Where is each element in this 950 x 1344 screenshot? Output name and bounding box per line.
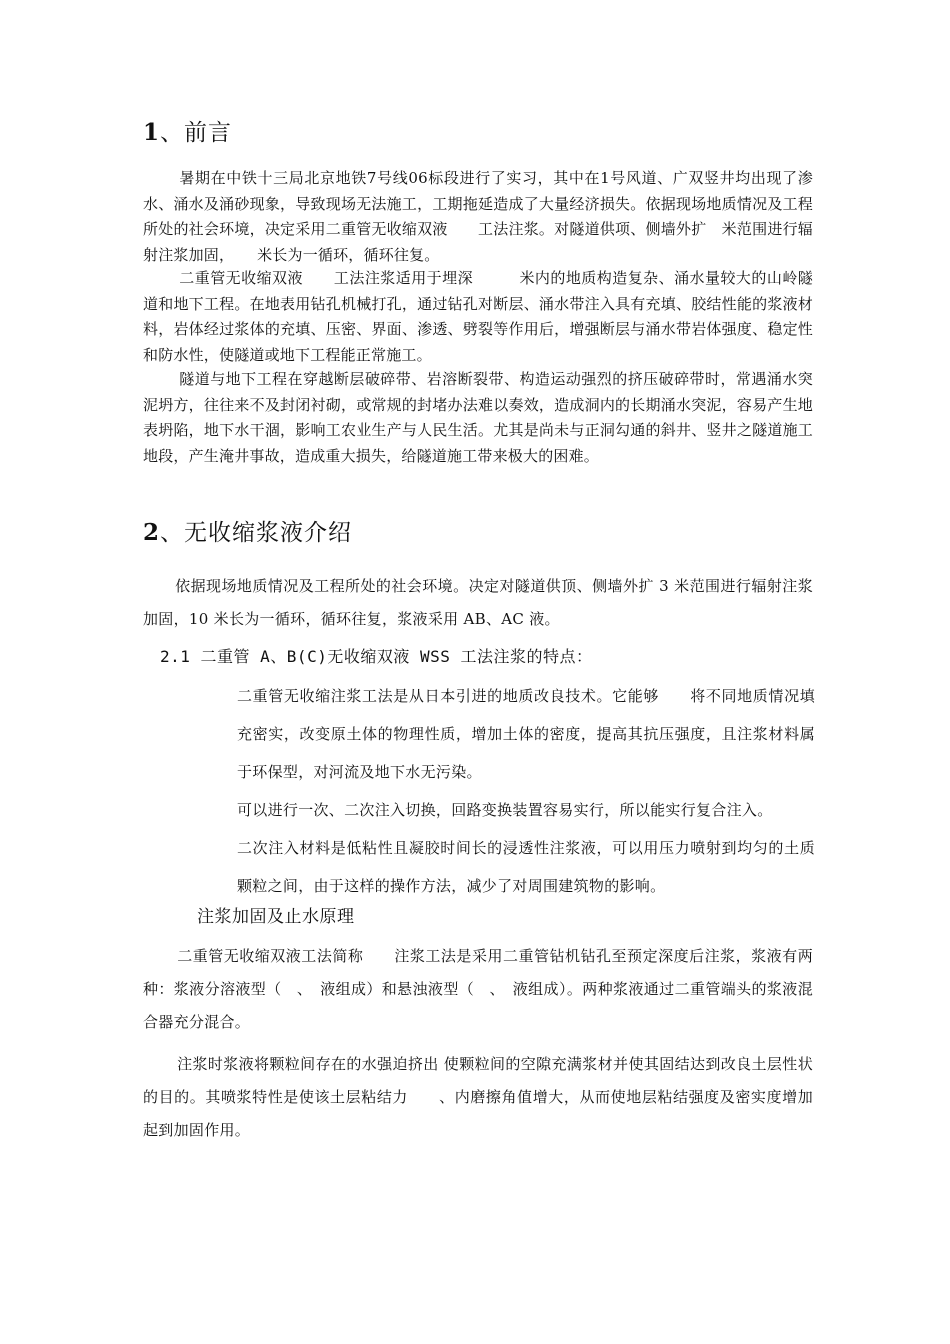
section-1-paragraph-1: 暑期在中铁十三局北京地铁7号线06标段进行了实习，其中在1号风道、广双竖井均出现了渗水、涌水及涌砂现象，导致现场无法施工，工期拖延造成了大量经济损失。依据现场地质情况及工程所处的社会环境，决定采用二重管无收缩双液 工法注浆。对隧道供项、侧墙外扩 米范围进行辐射注浆加固， 米长为一循环，循环往复。	[143, 169, 813, 265]
section-1-paragraph-3: 隧道与地下工程在穿越断层破碎带、岩溶断裂带、构造运动强烈的挤压破碎带时，常遇涌水突泥坍方，往往来不及封闭衬砌，或常规的封堵办法难以奏效，造成洞内的长期涌水突泥，容易产生地表坍陷，地下水干涸，影响工农业生产与人民生活。尤其是尚未与正洞勾通的斜井、竖井之隧道施工地段，产生淹井事故，造成重大损失，给隧道施工带来极大的困难。	[143, 370, 813, 466]
section-2-paragraph-3: 注浆时浆液将颗粒间存在的水强迫挤出 使颗粒间的空隙充满浆材并使其固结达到改良土层性状的目的。其喷浆特性是使该土层粘结力 、内磨擦角值增大，从而使地层粘结强度及密实度增加 起到加固作用。	[143, 1055, 813, 1139]
section-2-paragraph-1: 依据现场地质情况及工程所处的社会环境。决定对隧道供顶、侧墙外扩 3 米范围进行辐射注浆加固，10 米长为一循环，循环往复，浆液采用 AB、AC 液。	[143, 577, 813, 628]
grouting-principle-heading: 注浆加固及止水原理	[197, 907, 355, 927]
feature-item-3: 二次注入材料是低粘性且凝胶时间长的浸透性注浆液，可以用压力喷射到均匀的土质颗粒之间，由于这样的操作方法，减少了对周围建筑物的影响。	[237, 839, 815, 895]
feature-item-2: 可以进行一次、二次注入切换，回路变换装置容易实行，所以能实行复合注入。	[237, 801, 773, 819]
feature-item-1: 二重管无收缩注浆工法是从日本引进的地质改良技术。它能够 将不同地质情况填充密实，改变原土体的物理性质，增加土体的密度，提高其抗压强度，且注浆材料属于环保型，对河流及地下水无污染。	[237, 687, 815, 781]
section-1-heading	[143, 118, 232, 148]
section-1-paragraph-2: 二重管无收缩双液 工法注浆适用于埋深 米内的地质构造复杂、涌水量较大的山岭隧道和地下工程。在地表用钻孔机械打孔，通过钻孔对断层、涌水带注入具有充填、胶结性能的浆液材料，岩体经过浆体的充填、压密、界面、渗透、劈裂等作用后，增强断层与涌水带岩体强度、稳定性和防水性，使隧道或地下工程能正常施工。	[143, 269, 813, 365]
section-1-number: 1	[143, 119, 161, 146]
section-2-number: 2	[143, 519, 161, 546]
section-2-heading	[143, 518, 352, 548]
section-2-title: 、无收缩浆液介绍	[160, 520, 353, 546]
section-2-paragraph-2: 二重管无收缩双液工法简称 注浆工法是采用二重管钻机钻孔至预定深度后注浆，浆液有两种：浆液分溶液型（ 、 液组成）和悬浊液型（ 、 液组成）。两种浆液通过二重管端头的浆液混合器充分混合。	[143, 947, 813, 1031]
section-1-title: 、前言	[160, 120, 233, 146]
subsection-2-1-heading: 2.1 二重管 A、B(C)无收缩双液 WSS 工法注浆的特点：	[160, 647, 593, 666]
